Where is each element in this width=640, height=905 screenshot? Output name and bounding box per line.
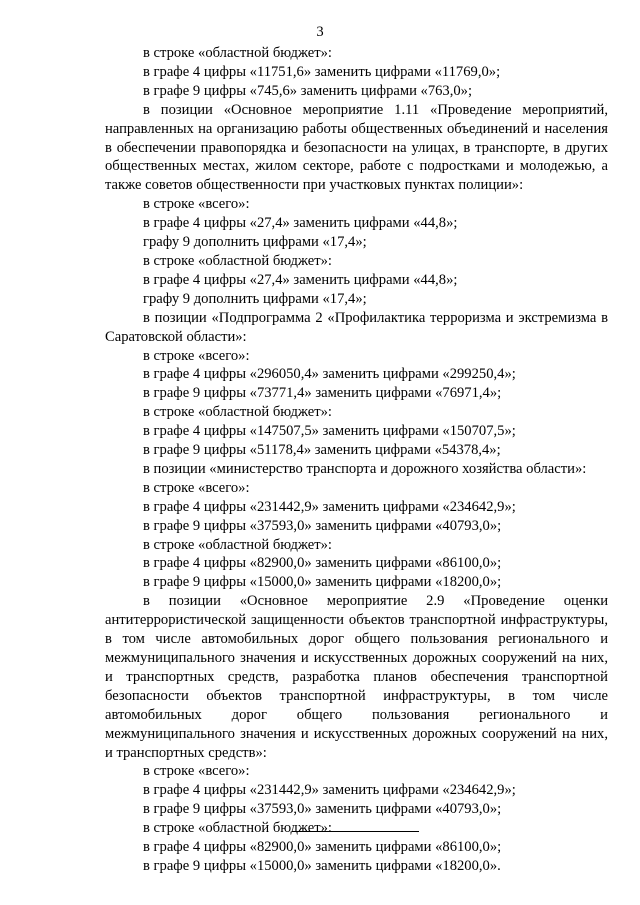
paragraph: в графе 4 цифры «147507,5» заменить цифрами «150707,5»; <box>143 423 516 440</box>
paragraph: в графе 4 цифры «231442,9» заменить цифрами «234642,9»; <box>143 498 516 515</box>
paragraph: в графе 9 цифры «15000,0» заменить цифрами «18200,0»; <box>143 574 502 591</box>
paragraph: в графе 9 цифры «15000,0» заменить цифрами «18200,0». <box>143 857 501 874</box>
paragraph: в строке «областной бюджет»: <box>143 536 332 553</box>
paragraph: в строке «всего»: <box>143 347 250 364</box>
paragraph: в графе 4 цифры «231442,9» заменить цифрами «234642,9»; <box>143 782 516 799</box>
paragraph: в графе 9 цифры «73771,4» заменить цифрами «76971,4»; <box>143 385 502 402</box>
paragraph: в графе 4 цифры «82900,0» заменить цифрами «86100,0»; <box>143 555 502 572</box>
paragraph: в строке «областной бюджет»: <box>143 45 332 61</box>
paragraph: графу 9 дополнить цифрами «17,4»; <box>143 234 367 251</box>
paragraph: в графе 9 цифры «51178,4» заменить цифрами «54378,4»; <box>143 442 501 459</box>
paragraph: в графе 4 цифры «11751,6» заменить цифрами «11769,0»; <box>143 63 501 80</box>
paragraph: в позиции «министерство транспорта и дорожного хозяйства области»: <box>143 460 587 477</box>
paragraph: в графе 4 цифры «82900,0» заменить цифрами «86100,0»; <box>143 839 502 856</box>
paragraph: в графе 9 цифры «37593,0» заменить цифрами «40793,0»; <box>143 801 502 818</box>
paragraph: в строке «областной бюджет»: <box>143 252 332 269</box>
paragraph: в графе 4 цифры «27,4» заменить цифрами «44,8»; <box>143 215 458 232</box>
document-body <box>105 44 608 876</box>
paragraph: в строке «областной бюджет»: <box>143 404 332 421</box>
paragraph: в строке «областной бюджет»: <box>143 820 332 837</box>
paragraph: в графе 9 цифры «745,6» заменить цифрами «763,0»; <box>143 82 473 99</box>
paragraph: в позиции «Основное мероприятие 2.9 «Проведение оценки антитеррористической защищенности объектов транспортной инфраструктуры, в том числе автомобильных дорог общего пользования регионального и межмуниципального значения и искусственных дорожных сооружений на них, и транспортных средств, разработка планов обеспечения транспортной безопасности объектов транспортной инфраструктуры, в том числе автомобильных дорог общего пользования регионального и межмуниципального значения и искусственных дорожных сооружений на них, и транспортных средств»: <box>105 593 608 761</box>
end-divider-line <box>292 831 419 832</box>
paragraph: графу 9 дополнить цифрами «17,4»; <box>143 290 367 307</box>
page-number: 3 <box>316 24 324 40</box>
paragraph: в строке «всего»: <box>143 763 250 780</box>
paragraph: в графе 9 цифры «37593,0» заменить цифрами «40793,0»; <box>143 517 502 534</box>
paragraph: в строке «всего»: <box>143 196 250 213</box>
paragraph: в позиции «Подпрограмма 2 «Профилактика терроризма и экстремизма в Саратовской области»: <box>105 309 608 345</box>
paragraph: в графе 4 цифры «27,4» заменить цифрами «44,8»; <box>143 271 458 288</box>
paragraph: в позиции «Основное мероприятие 1.11 «Проведение мероприятий, направленных на организацию работы общественных объединений и населения в обеспечении правопорядка и безопасности на улицах, в транспорте, в других общественных местах, жилом секторе, работе с подростками и молодежью, а также советов общественности при участковых пунктах полиции»: <box>105 101 608 194</box>
paragraph: в строке «всего»: <box>143 479 250 496</box>
paragraph: в графе 4 цифры «296050,4» заменить цифрами «299250,4»; <box>143 366 516 383</box>
